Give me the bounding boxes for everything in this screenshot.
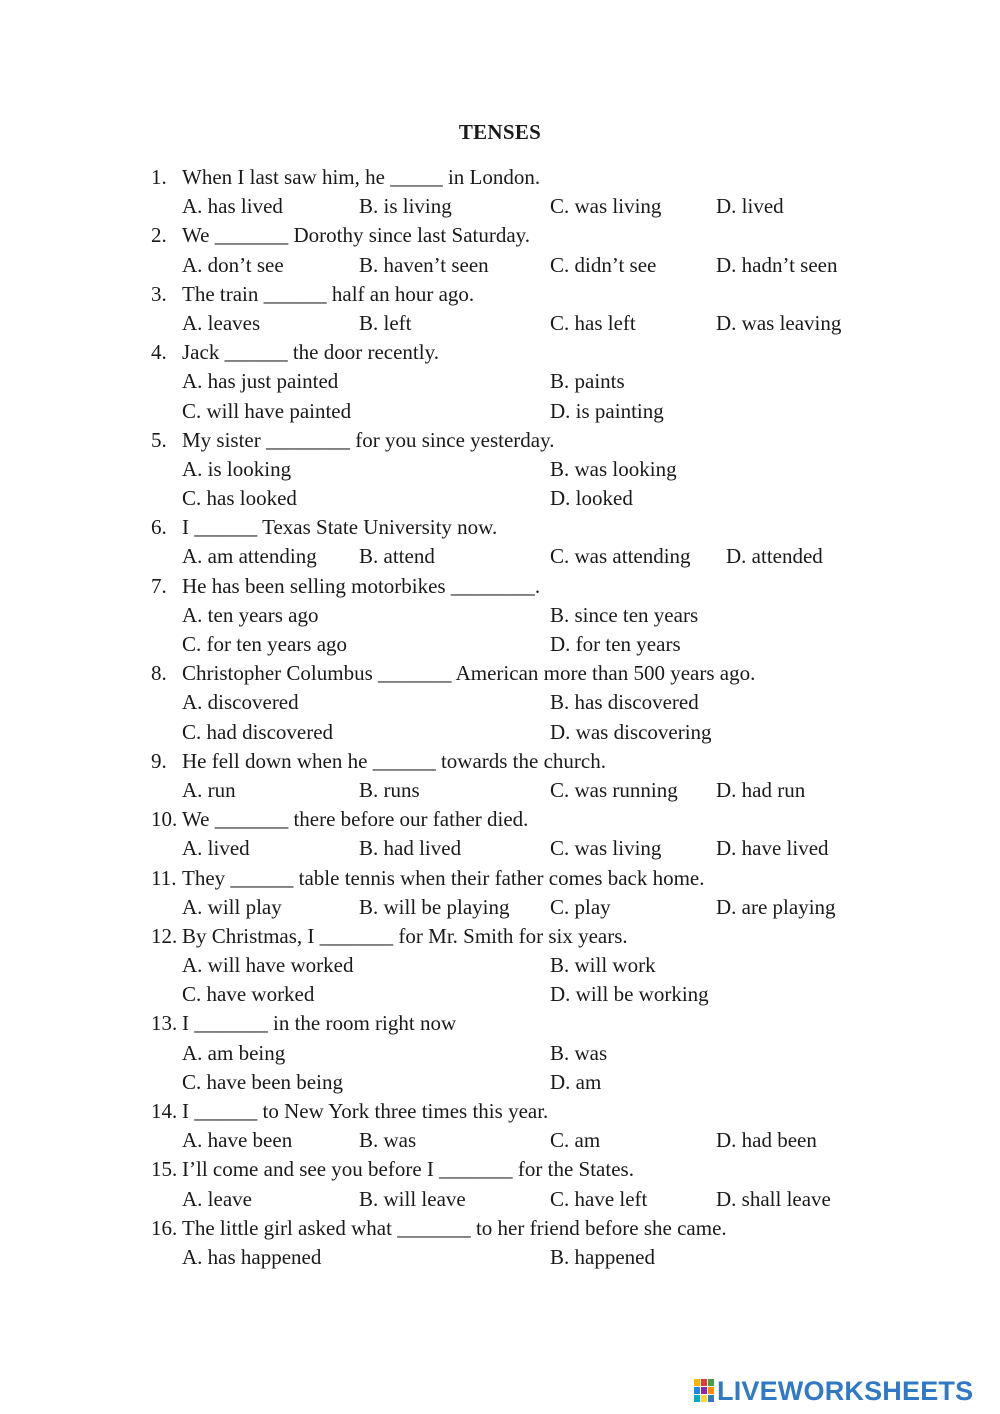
answer-option[interactable]: D. have lived xyxy=(716,836,829,861)
options-row xyxy=(0,309,1000,338)
answer-option[interactable]: A. has lived xyxy=(182,194,283,219)
answer-option[interactable]: A. discovered xyxy=(182,690,299,715)
answer-option[interactable]: A. don’t see xyxy=(182,252,284,277)
question-line xyxy=(0,280,1000,309)
answer-option[interactable]: B. has discovered xyxy=(550,690,699,715)
question-text: I’ll come and see you before I _______ for the States. xyxy=(182,1157,634,1182)
question-line xyxy=(0,864,1000,893)
answer-option[interactable]: B. happened xyxy=(550,1244,655,1269)
question-text: By Christmas, I _______ for Mr. Smith for six years. xyxy=(182,923,628,948)
answer-option[interactable]: A. leave xyxy=(182,1186,252,1211)
question-text: He fell down when he ______ towards the church. xyxy=(182,748,606,773)
question-line xyxy=(0,338,1000,367)
options-row xyxy=(0,893,1000,922)
question-line xyxy=(0,922,1000,951)
answer-option[interactable]: B. will work xyxy=(550,953,656,978)
options-row xyxy=(0,834,1000,863)
answer-option[interactable]: D. will be working xyxy=(550,982,709,1007)
answer-option[interactable]: D. is painting xyxy=(550,398,664,423)
question-number: 13. xyxy=(151,1011,178,1036)
answer-option[interactable]: A. has just painted xyxy=(182,369,339,394)
answer-option[interactable]: A. am attending xyxy=(182,544,317,569)
question-text: I _______ in the room right now xyxy=(182,1011,457,1036)
answer-option[interactable]: B. will leave xyxy=(359,1186,466,1211)
answer-option[interactable]: D. lived xyxy=(716,194,784,219)
options-row xyxy=(0,542,1000,571)
options-row xyxy=(0,1126,1000,1155)
question-number: 16. xyxy=(151,1215,178,1240)
answer-option[interactable]: C. for ten years ago xyxy=(182,632,348,656)
question-list xyxy=(0,163,1000,1272)
question-number: 1. xyxy=(151,165,167,189)
question-number: 11. xyxy=(151,865,177,890)
answer-option[interactable]: D. hadn’t seen xyxy=(716,252,838,277)
answer-option[interactable]: B. since ten years xyxy=(550,602,699,627)
question-text: He has been selling motorbikes ________. xyxy=(182,573,541,598)
answer-option[interactable]: B. will be playing xyxy=(359,894,510,919)
options-row xyxy=(0,484,1000,513)
options-row xyxy=(0,1068,1000,1097)
answer-option[interactable]: C. was running xyxy=(550,777,678,802)
answer-option[interactable]: A. have been xyxy=(182,1128,293,1153)
answer-option[interactable]: C. didn’t see xyxy=(550,252,657,277)
options-row xyxy=(0,980,1000,1009)
options-row xyxy=(0,951,1000,980)
question-text: Jack ______ the door recently. xyxy=(182,340,439,365)
answer-option[interactable]: C. was living xyxy=(550,194,662,219)
question-text: I ______ to New York three times this year. xyxy=(182,1099,549,1123)
answer-option[interactable]: C. have worked xyxy=(182,982,315,1007)
answer-option[interactable]: A. is looking xyxy=(182,456,292,481)
question-line xyxy=(0,163,1000,192)
answer-option[interactable]: A. has happened xyxy=(182,1244,322,1269)
options-row xyxy=(0,367,1000,396)
answer-option[interactable]: A. leaves xyxy=(182,310,261,335)
question-number: 15. xyxy=(151,1157,178,1182)
question-number: 7. xyxy=(151,573,167,598)
answer-option[interactable]: C. will have painted xyxy=(182,398,352,423)
answer-option[interactable]: B. is living xyxy=(359,194,452,219)
question-number: 3. xyxy=(151,281,167,306)
options-row xyxy=(0,1039,1000,1068)
question-line xyxy=(0,805,1000,834)
liveworksheets-mark-icon xyxy=(694,1377,714,1405)
question-text: My sister ________ for you since yesterday. xyxy=(182,427,555,452)
answer-option[interactable]: D. for ten years xyxy=(550,632,681,656)
options-row xyxy=(0,630,1000,659)
question-text: Christopher Columbus _______ American more than 500 years ago. xyxy=(182,661,756,686)
answer-option[interactable]: B. attend xyxy=(359,544,435,569)
question-number: 8. xyxy=(151,661,167,686)
question-number: 5. xyxy=(151,427,167,452)
answer-option[interactable]: D. had been xyxy=(716,1128,817,1153)
worksheet-title: TENSES xyxy=(458,120,542,144)
question-number: 4. xyxy=(151,340,167,365)
answer-option[interactable]: D. looked xyxy=(550,486,633,511)
answer-option[interactable]: B. haven’t seen xyxy=(359,252,489,277)
answer-option[interactable]: B. had lived xyxy=(359,836,462,861)
answer-option[interactable]: A. will play xyxy=(182,894,282,919)
question-line xyxy=(0,1155,1000,1184)
answer-option[interactable]: D. was leaving xyxy=(716,310,842,335)
liveworksheets-logo xyxy=(694,1374,973,1408)
question-line xyxy=(0,426,1000,455)
answer-option[interactable]: A. run xyxy=(182,777,236,802)
answer-option[interactable]: C. had discovered xyxy=(182,719,334,744)
options-row xyxy=(0,776,1000,805)
options-row xyxy=(0,601,1000,630)
answer-option[interactable]: C. has looked xyxy=(182,486,297,511)
question-number: 14. xyxy=(151,1099,178,1123)
answer-option[interactable]: B. was looking xyxy=(550,456,677,481)
question-line xyxy=(0,659,1000,688)
question-text: We _______ Dorothy since last Saturday. xyxy=(182,223,531,248)
question-text: The little girl asked what _______ to her friend before she came. xyxy=(182,1215,727,1240)
answer-option[interactable]: D. shall leave xyxy=(716,1186,831,1211)
answer-option[interactable]: A. ten years ago xyxy=(182,602,319,627)
question-number: 10. xyxy=(151,807,178,832)
question-text: We _______ there before our father died. xyxy=(182,807,529,832)
answer-option[interactable]: C. am xyxy=(550,1128,601,1153)
question-text: When I last saw him, he _____ in London. xyxy=(182,165,541,189)
answer-option[interactable]: B. was xyxy=(359,1128,417,1153)
question-line xyxy=(0,747,1000,776)
question-line xyxy=(0,221,1000,250)
question-number: 12. xyxy=(151,923,178,948)
answer-option[interactable]: D. am xyxy=(550,1069,602,1094)
question-line xyxy=(0,1009,1000,1038)
question-number: 6. xyxy=(151,515,167,540)
answer-option[interactable]: A. will have worked xyxy=(182,953,354,978)
answer-option[interactable]: B. was xyxy=(550,1040,608,1065)
answer-option[interactable]: C. have been being xyxy=(182,1069,343,1094)
answer-option[interactable]: D. had run xyxy=(716,777,806,802)
answer-option[interactable]: B. left xyxy=(359,310,412,335)
options-row xyxy=(0,397,1000,426)
question-number: 2. xyxy=(151,223,167,248)
logo-text: LIVEWORKSHEETS xyxy=(717,1375,974,1406)
answer-option[interactable]: C. play xyxy=(550,894,611,919)
answer-option[interactable]: C. have left xyxy=(550,1186,648,1211)
question-text: The train ______ half an hour ago. xyxy=(182,281,475,306)
answer-option[interactable]: A. am being xyxy=(182,1040,286,1065)
question-number: 9. xyxy=(151,748,167,773)
options-row xyxy=(0,192,1000,221)
options-row xyxy=(0,718,1000,747)
question-text: I ______ Texas State University now. xyxy=(182,515,498,540)
question-line xyxy=(0,513,1000,542)
answer-option[interactable]: D. was discovering xyxy=(550,719,712,744)
options-row xyxy=(0,1243,1000,1272)
question-text: They ______ table tennis when their father comes back home. xyxy=(182,865,705,890)
options-row xyxy=(0,251,1000,280)
answer-option[interactable]: C. was living xyxy=(550,836,662,861)
answer-option[interactable]: B. paints xyxy=(550,369,625,394)
answer-option[interactable]: B. runs xyxy=(359,777,420,802)
options-row xyxy=(0,455,1000,484)
answer-option[interactable]: A. lived xyxy=(182,836,250,861)
question-line xyxy=(0,572,1000,601)
question-line xyxy=(0,1214,1000,1243)
question-line xyxy=(0,1097,1000,1126)
options-row xyxy=(0,688,1000,717)
answer-option[interactable]: C. has left xyxy=(550,310,636,335)
options-row xyxy=(0,1185,1000,1214)
answer-option[interactable]: D. are playing xyxy=(716,894,836,919)
answer-option[interactable]: C. was attending xyxy=(550,544,691,569)
answer-option[interactable]: D. attended xyxy=(726,544,823,569)
